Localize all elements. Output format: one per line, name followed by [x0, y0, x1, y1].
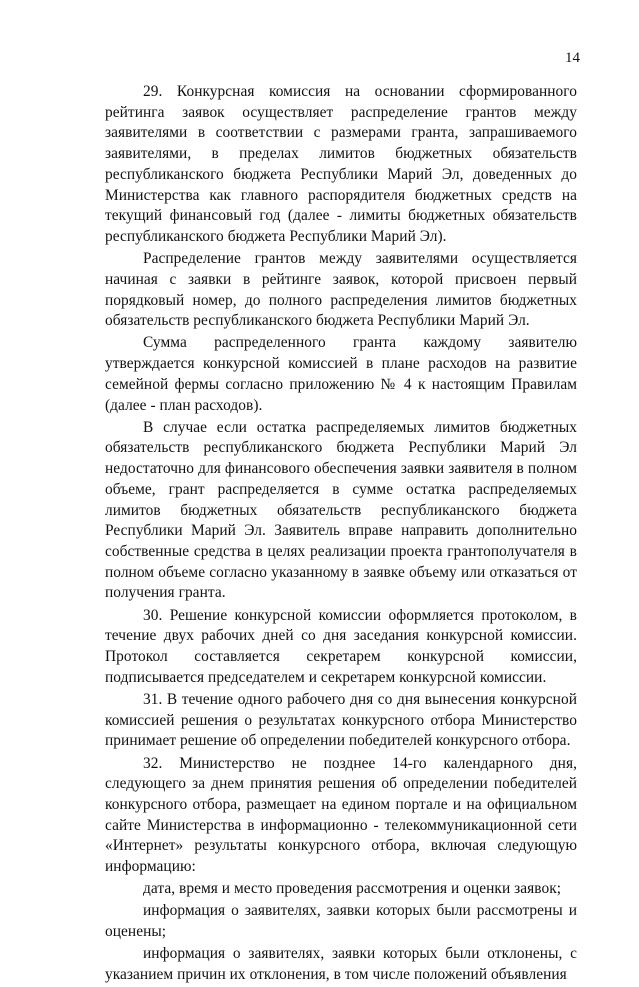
paragraph-29: 29. Конкурсная комиссия на основании сформированного рейтинга заявок осуществляет распределение грантов между заявителями в соответствии с размерами гранта, запрашиваемого заявителями, в пределах лимитов бюджетных обязательств республиканского бюджета Республики Марий Эл, доведенных до Министерства как главного распорядителя бюджетных средств на текущий финансовый год (далее - лимиты бюджетных обязательств республиканского бюджета Республики Марий Эл). [105, 83, 577, 245]
paragraph-insufficient-limits: В случае если остатка распределяемых лимитов бюджетных обязательств республиканского бюджета Республики Марий Эл недостаточно для финансового обеспечения заявки заявителя в полном объеме, грант распределяется в сумме остатка распределяемых лимитов бюджетных обязательств республиканского бюджета Республики Марий Эл. Заявитель вправе направить дополнительно собственные средства в целях реализации проекта грантополучателя в полном объеме согласно указанному в заявке объему или отказаться от получения гранта. [105, 418, 577, 602]
paragraph-31: 31. В течение одного рабочего дня со дня вынесения конкурсной комиссией решения о результатах конкурсного отбора Министерство принимает решение об определении победителей конкурсного отбора. [105, 690, 577, 750]
paragraph-grant-approval: Сумма распределенного гранта каждому заявителю утверждается конкурсной комиссией в плане расходов на развитие семейной фермы согласно приложению № 4 к настоящим Правилам (далее - план расходов). [105, 334, 577, 414]
paragraph-grant-distribution: Распределение грантов между заявителями осуществляется начиная с заявки в рейтинге заявок, которой присвоен первый порядковый номер, до полного распределения лимитов бюджетных обязательств республиканского бюджета Республики Марий Эл. [105, 250, 577, 330]
document-body [105, 82, 577, 987]
list-item-rejected-applicants: информация о заявителях, заявки которых были отклонены, с указанием причин их отклонения, в том числе положений объявления [105, 945, 577, 984]
page-number: 14 [565, 50, 580, 66]
paragraph-32: 32. Министерство не позднее 14-го календарного дня, следующего за днем принятия решения об определении победителей конкурсного отбора, размещает на едином портале и на официальном сайте Министерства в информационно - телекоммуникационной сети «Интернет» результаты конкурсного отбора, включая следующую информацию: [105, 754, 577, 876]
list-item-reviewed-applicants: информация о заявителях, заявки которых были рассмотрены и оценены; [105, 902, 577, 941]
paragraph-30: 30. Решение конкурсной комиссии оформляется протоколом, в течение двух рабочих дней со дня заседания конкурсной комиссии. Протокол составляется секретарем конкурсной комиссии, подписывается председателем и секретарем конкурсной комиссии. [105, 606, 577, 686]
list-item-date-time-place: дата, время и место проведения рассмотрения и оценки заявок; [143, 880, 562, 898]
